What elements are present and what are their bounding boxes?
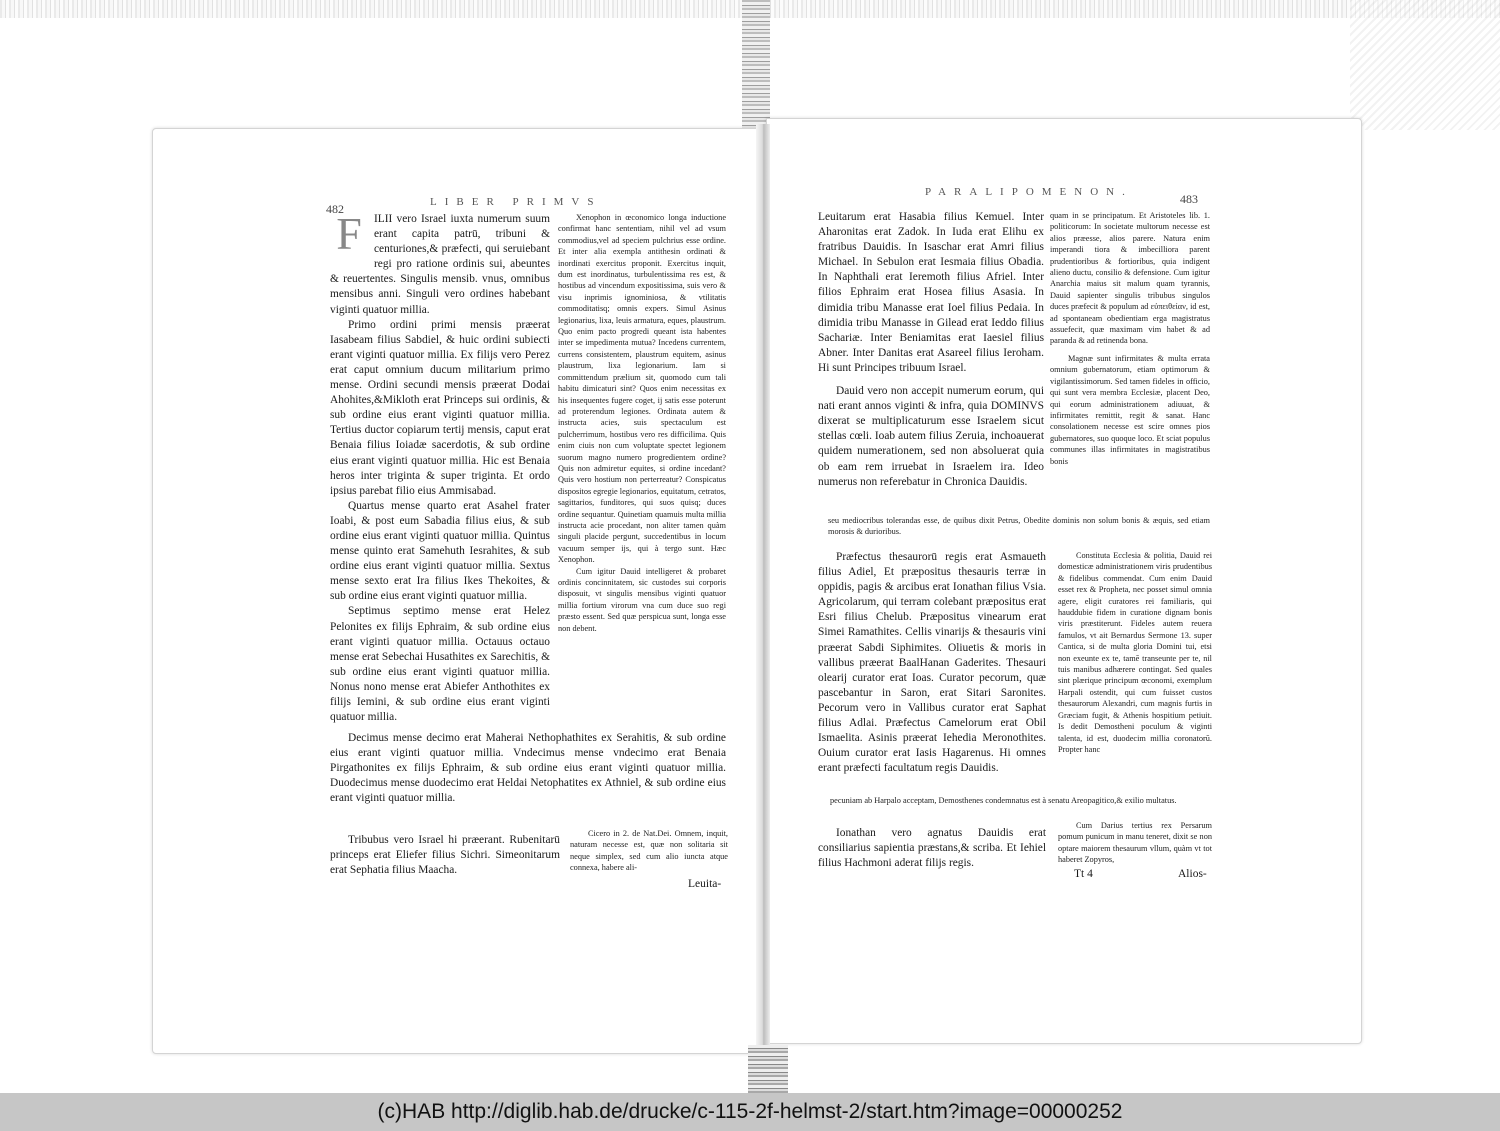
commentary-cicero: Cicero in 2. de Nat.Dei. Omnem, inquit, naturam necesse est, quæ non solitaria sit neque simplex, sed cum alio iuncta atque connexa, habere ali- bbox=[570, 829, 728, 873]
left-page-number: 482 bbox=[326, 202, 344, 216]
commentary-household: Constituta Ecclesia & politia, Dauid rei domesticæ administrationem viris prudentibus & fidelibus commendat. Cum enim Dauid esset rex & Propheta, nec posset simul omnia agere, eligit curatores rei familiaris, qui hauddubie fidem in curatione dignam bonis viris præstiterunt. Fideles autem reuera famulos, vt ait Bernardus Sermone 13. super Cantica, si de multa gloria Domini tui, etsi non exeunte ex te, tamē transeunte per te, nil tuis manibus adhærere contingat. Sed quales sint plærique principum œconomi, exemplum Harpali ostendit, qui cum fuisset custos thesaurorum Alexandri, cum magnis furtis in Græciam fugit, & Athenis hospitium petiuit. Is dedit Demostheni poculum & viginti talenta, id est, duodecim millia coronatorū. Propter hanc bbox=[1058, 551, 1212, 754]
left-catchword: Leuita- bbox=[688, 878, 722, 890]
left-commentary-column bbox=[558, 212, 726, 634]
commentary-aristotle: quam in se principatum. Et Aristoteles lib. 1. politicorum: In societate multorum necesse est alios præesse, alios parere. Natura enim imperandi tiora & imbecilliora parent prudentioribus & fortioribus, quia indigent alieno ductu, consilio & defensione. Cum igitur Anarchia maius sit malum quam tyrannis, Dauid sapienter singulis tribubus singulos duces præfecit & populum ad εὐπειθείαν, id est, ad spontaneam obedientiam erga magistratus assuefecit, quæ maximam vim habet & ad paranda & ad retinenda bona. bbox=[1050, 211, 1210, 346]
right-running-head: PARALIPOMENON. bbox=[925, 186, 1133, 198]
right-catchword: Alios- bbox=[1178, 868, 1207, 880]
commentary-darius: Cum Darius tertius rex Persarum pomum punicum in manu teneret, dixit se non optare maiorem thesaurum vllum, quàm vt tot haberet Zopyros, bbox=[1058, 821, 1212, 865]
scan-edge-right bbox=[1350, 0, 1500, 130]
commentary-infirmities: Magnæ sunt infirmitates & multa errata omnium gubernatorum, etiam optimorum & vigilantissimorum. Sed tamen fideles in officio, qui sunt vera membra Ecclesiæ, placent Deo, qui eorum administrationem adiuuat, & infirmitates remittit, regit & sanat. Hanc consolationem necesse est scire omnes pios gubernatores, suo quoque loco. Et sciat populus communes illas infirmitates in magistratibus bonis bbox=[1050, 353, 1210, 466]
left-main-wide-paragraph: Decimus mense decimo erat Maherai Nethophathites ex Serahitis, & sub ordine eius erant viginti quatuor millia. Vndecimus mense vndecimo erat Benaia Pirgathonites ex filijs Ephraim, & sub ordine eius erant viginti quatuor millia. Duodecimus mense duodecimo erat Heldai Netophatites ex Athniel, & sub ordine eius erant viginti quatuor millia. bbox=[330, 732, 726, 805]
right-main-column bbox=[818, 210, 1044, 490]
right-main-treasurers: Præfectus thesaurorū regis erat Asmaueth filius Adiel, Et præpositus thesauris terræ in oppidis, pagis & arcibus erat Ionathan filius Vsia. Agricolarum, qui terram colebant præpositus erat Esri filius Chelub. Præpositus vinearum erat Simei Ramathites. Cellis vinarijs & thesauris vini præerat Sabdi Siphimites. Oliuetis & moris in vallibus præerat BaalHanan Gaderites. Thesauri olearij curator erat Ioas. Curator pecorum, quæ pascebantur in Saron, erat Sitari Saronites. Pecorum vero in Vallibus curator erat Saphat filius Adlai. Præfectus Camelorum erat Obil Ismaelita. Asinis præerat Iehedia Meronothites. Ouium curator erat Iasis Hagarenus. Hi omnes erant præfecti facultatum regis Dauidis. bbox=[818, 551, 1046, 775]
right-main-paragraph-2: Dauid vero non accepit numerum eorum, qui nati erant annos viginti & infra, quia DOMINVS dixerat se multiplicaturum esse Israelem sicut stellas cœli. Ioab autem filius Zeruia, inchoauerat quidem numerationem, sed non absoluerat quia ob eam rem irruebat in Israelem ira. Ideo numerus non referebatur in Chronica Dauidis. bbox=[818, 385, 1044, 488]
left-main-paragraph-4: Septimus septimo mense erat Helez Pelonites ex filijs Ephraim, & sub ordine eius erant viginti quatuor millia. Octauus octauo mense erat Sebechai Husathites ex Sarechitis, & sub ordine eius erant viginti quatuor millia. Nonus nono mense erat Abiefer Anthothites ex filijs Iemini, & sub ordine eius erant viginti quatuor millia. bbox=[330, 605, 550, 724]
left-main-paragraph-2: Primo ordini primi mensis præerat Iasabeam filius Sabdiel, & huic ordini subiecti erant viginti quatuor millia. Ex filijs vero Perez erat caput omnium ducum militarium primo mense. Ordini secundi mensis præerat Dodai Ahohites,&Mikloth erat Princeps sui ordinis, & sub ordine eius erant viginti quatuor millia. Tertius ductor copiarum tertij mensis, caput erat Benaia filius Ioiadæ sacerdotis, & sub ordine eius erant viginti quatuor millia. Hic est Benaia heros inter triginta & super triginta. Et ordo ipsius parebat filio eius Ammisabad. bbox=[330, 318, 550, 497]
left-main-paragraph-1: F ILII vero Israel iuxta numerum suum erant capita patrū, tribuni & centuriones,& præfecti, qui seruiebant regi pro ratione ordinis sui, abeuntes & reuertentes. Singulis mensib. vnus, omnibus mensibus anni. Singuli vero ordines habebant viginti quatuor millia. bbox=[330, 208, 550, 316]
right-note-harpalus: pecuniam ab Harpalo acceptam, Demosthenes condemnatus est à senatu Areopagitico,& exilio multatus. bbox=[830, 796, 1177, 805]
signature-mark: Tt 4 bbox=[1074, 868, 1093, 880]
left-main-paragraph-3: Quartus mense quarto erat Asahel frater Ioabi, & post eum Sabadia filius eius, & sub ordine eius erant viginti quatuor millia. Quintus mense quinto erat Samehuth Iesrahites, & sub ordine eius erant viginti quatuor millia. Sextus mense sexto erat Ira filius Ikes Thekoites, & sub ordine eius erant viginti quatuor millia. bbox=[330, 499, 550, 603]
drop-cap-initial: F bbox=[336, 208, 362, 259]
left-main-tribes-paragraph: Tribubus vero Israel hi præerant. Rubenitarū princeps erat Eliefer filius Sichri. Simeonitarum erat Sephatia filius Maacha. bbox=[330, 834, 560, 877]
right-main-jonathan: Ionathan vero agnatus Dauidis erat consiliarius sapientia præstans,& scriba. Et Iehiel filius Hachmoni aderat filijs regis. bbox=[818, 827, 1046, 870]
book-spine-bottom bbox=[748, 1045, 788, 1093]
right-commentary-column bbox=[1050, 210, 1210, 467]
right-page-number: 483 bbox=[1180, 192, 1198, 206]
library-watermark-bar: (c)HAB http://diglib.hab.de/drucke/c-115-2f-helmst-2/start.htm?image=00000252 bbox=[0, 1093, 1500, 1131]
book-gutter bbox=[756, 124, 770, 1056]
commentary-david-guard: Cum igitur Dauid intelligeret & probaret ordinis concinnitatem, sic custodes sui corporis disposuit, vt singulis mensibus viginti quatuor millia fortium virorum vna cum duce suo regi præsto essent. Sed quæ perspicua sunt, longa esse non debent. bbox=[558, 566, 726, 633]
book-spine-top bbox=[742, 0, 770, 130]
right-main-paragraph-1: Leuitarum erat Hasabia filius Kemuel. Inter Aharonitas erat Zadok. In Iuda erat Elihu ex fratribus Dauidis. In Isaschar erat Amri filius Michael. In Sebulon erat Iesmaia filius Obadia. In Naphthali erat Ieremoth filius Afriel. Inter filios Ephraim erat Hosea filius Asasia. In dimidia tribu Manasse erat Ioel filius Pedaia. In dimidia tribu Manasse in Gilead erat Ieddo filius Sachariæ. Inter Beniamitas erat Iaesiel filius Abner. Inter Danitas erat Asareel filius Ieroham. Hi sunt Principes tribuum Israel. bbox=[818, 211, 1044, 374]
commentary-xenophon: Xenophon in œconomico longa inductione confirmat hanc sententiam, nihil vel ad vsum commodius,vel ad speciem pulchrius esse ordine. Et inter alia exempla antithesin ordinati & inordinati exercitus proponit. Exercitus inquit, dum est inordinatus, turbulentissima res est, & hostibus ad vincendum expositissima, suis vero & visu inprimis ignominiosa, & vtilitatis commoditatisq; omnis expers. Simul Asinus legionarius, lixa, leuis armatura, eques, plaustrum. Quo enim pacto progredi queant ista habentes inter se impedimenta mutua? Incedens currentem, currens consistentem, plaustrum equitem, asinus plaustrum, lixa legionarium. Iam si committendum prælium sit, quomodo cum tali habitu dimicaturi sint? Quos enim necessitas ex his insequentes fugere coget, ij satis esse poterunt ad proterendum legiones. Ordinata autem & instructa acies, suis spectaculum est pulcherrimum, hostibus vero res difficilima. Quis enim ciuis non cum voluptate spectet legionem suorum magno numero progredientem ordine? Quis non admiretur equites, si ordine incedant? Quis vero hostium non perterreatur? Conspicatus dispositos egregie legionarios, equitatum, cetratos, sagittarios, funditores, qui suos quisq; duces ordine sequantur. Quinetiam quamuis multa millia instructa acie procedant, non aliter tamen quàm singuli placide pergunt, succedentibus in locum vacuum semper ijs, qui à tergo sunt. Hæc Xenophon. bbox=[558, 213, 726, 565]
right-note-petrus: seu mediocribus tolerandas esse, de quibus dixit Petrus, Obedite dominis non solum bonis & æquis, sed etiam morosis & durioribus. bbox=[828, 516, 1210, 537]
left-main-column bbox=[330, 208, 550, 725]
left-running-head: LIBER PRIMVS bbox=[430, 196, 602, 208]
